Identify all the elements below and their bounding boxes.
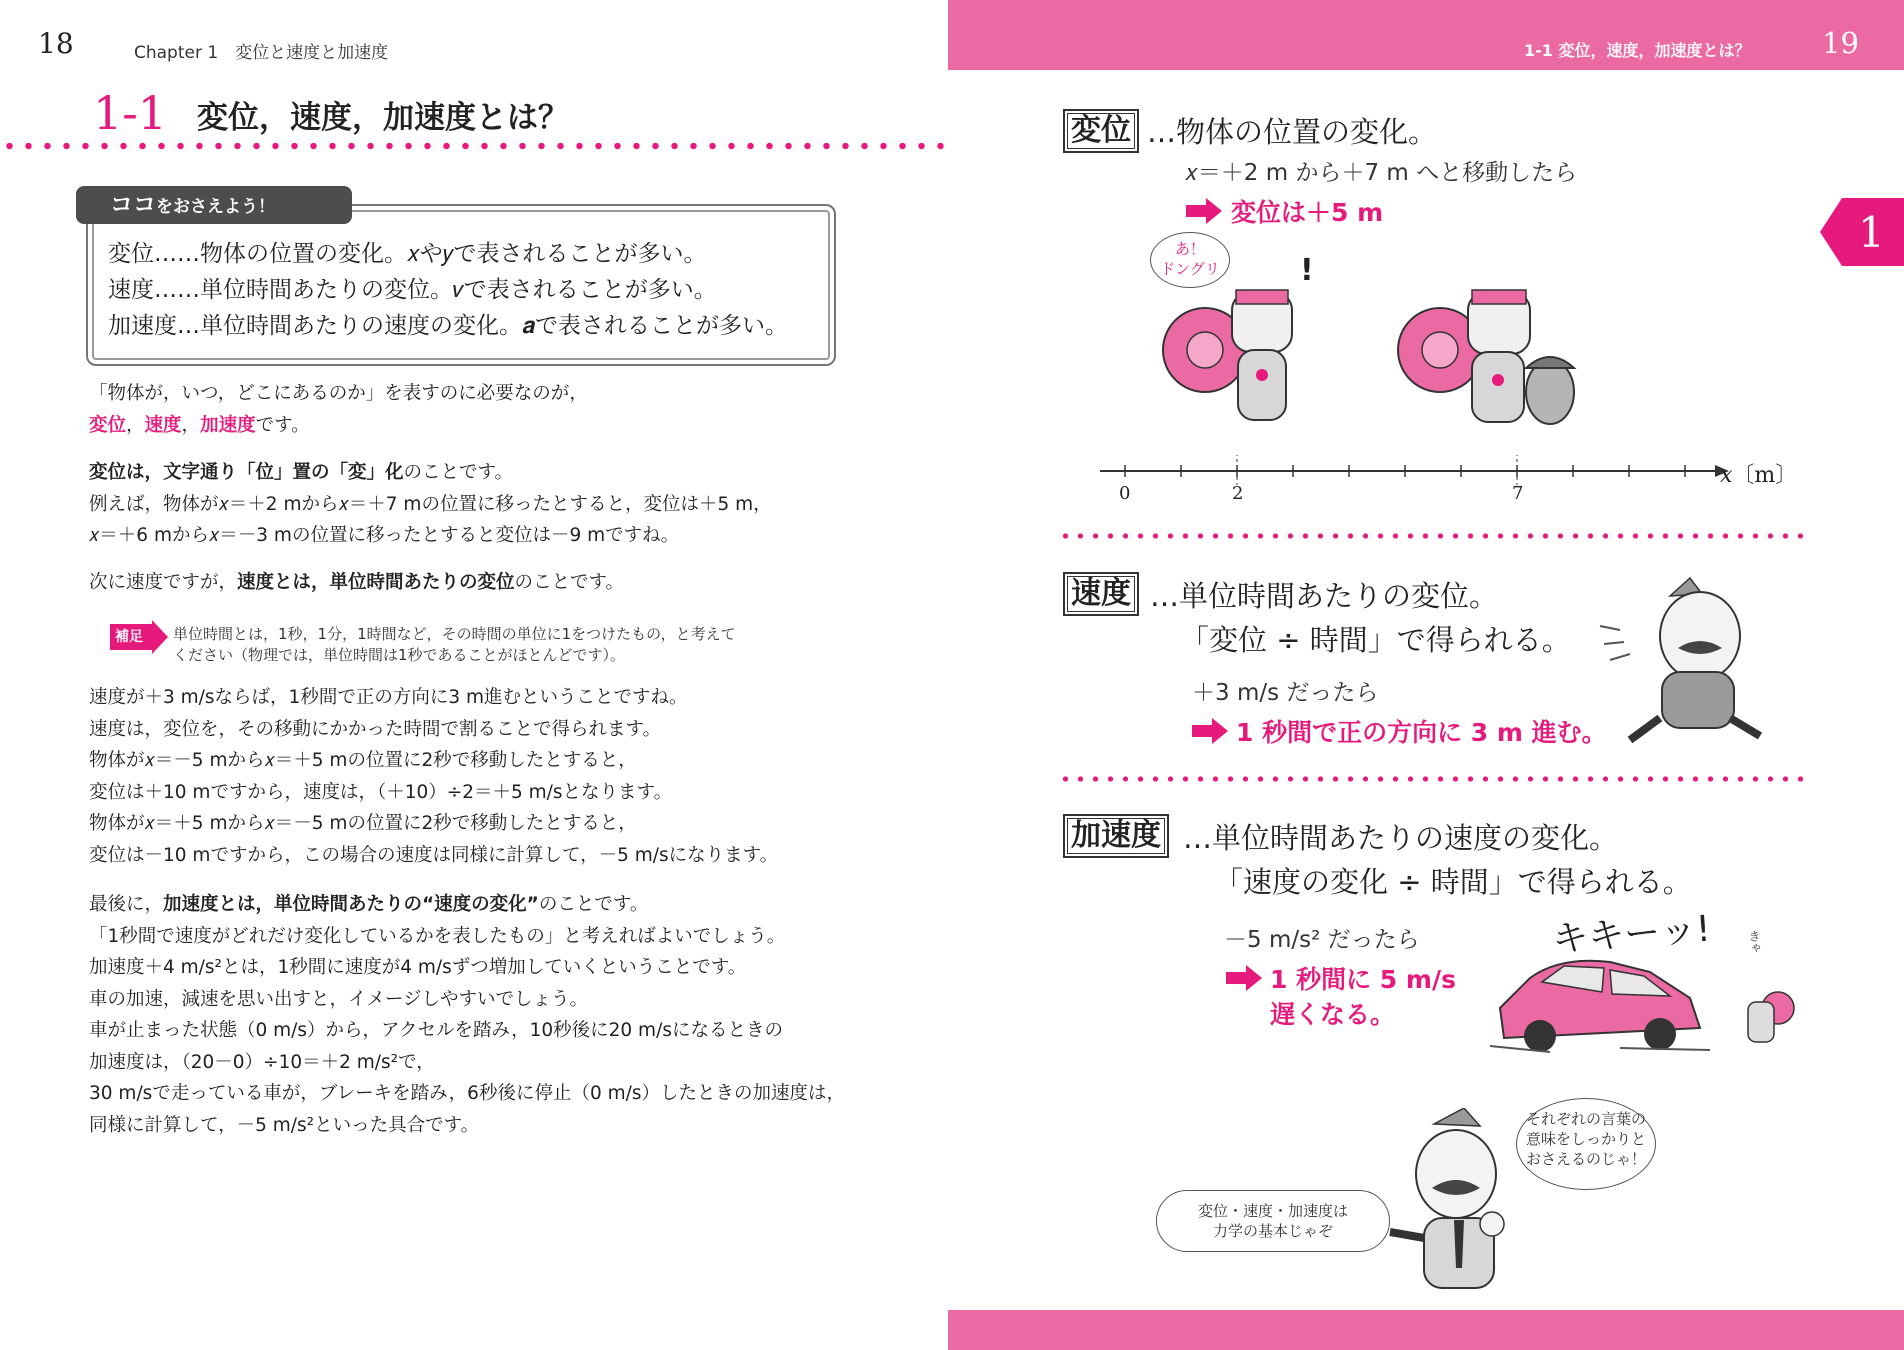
text-line: 変位は＋10 mですから，速度は，（＋10）÷2＝＋5 m/sとなります。	[89, 781, 673, 803]
squirrel-speech-bubble: あ！ ドングリ	[1150, 232, 1230, 288]
acceleration-result-arrow-icon	[1226, 965, 1262, 995]
velocity-result-arrow-icon	[1192, 718, 1228, 748]
term-displacement: 変位	[89, 414, 127, 436]
running-professor-icon	[1590, 568, 1790, 748]
key-point-displacement: 変位……物体の位置の変化。𝑥や𝑦で表されることが多い。	[108, 241, 707, 267]
text-line: 物体が𝑥＝－5 mから𝑥＝＋5 mの位置に2秒で移動したとすると，	[89, 750, 637, 771]
right-page-number: 19	[1822, 26, 1859, 60]
right-header-bar	[948, 0, 1904, 70]
key-point-acceleration: 加速度…単位時間あたりの速度の変化。𝒂で表されることが多い。	[108, 313, 789, 339]
chapter-side-tab	[1820, 198, 1904, 266]
section-divider-dots	[0, 142, 945, 150]
section-number: 1-1	[93, 86, 168, 140]
text-line: 速度は，変位を，その移動にかかった時間で割ることで得られます。	[89, 718, 662, 740]
note-line: ください（物理では，単位時間は1秒であることがほとんどです）。	[173, 646, 626, 664]
displacement-label-box: 変位	[1063, 109, 1139, 153]
acceleration-rest: のことです。	[538, 894, 649, 915]
velocity-desc-2: 「変位 ÷ 時間」で得られる。	[1180, 623, 1571, 657]
key-points-tab	[76, 186, 352, 224]
text-line: 例えば，物体が𝑥＝＋2 mから𝑥＝＋7 mの位置に移ったとすると，変位は＋5 m，	[89, 493, 772, 515]
displacement-example: 𝑥＝＋2 m から＋7 m へと移動したら	[1185, 160, 1578, 186]
professor-bubble-left: 変位・速度・加速度は 力学の基本じゃぞ	[1156, 1190, 1390, 1252]
displacement-desc: …物体の位置の変化。	[1147, 115, 1438, 149]
section-title: 変位，速度，加速度とは？	[197, 100, 569, 136]
displacement-rest: のことです。	[403, 462, 514, 483]
text-line: 同様に計算して，－5 m/s²といった具合です。	[89, 1114, 480, 1136]
text-line: 𝑥＝＋6 mから𝑥＝－3 mの位置に移ったとすると変位は－9 mですね。	[89, 525, 680, 546]
note-line: 単位時間とは，1秒，1分，1時間など，その時間の単位に1をつけたもの，と考えて	[173, 625, 736, 643]
displacement-result-arrow-icon	[1186, 198, 1222, 228]
svg-text:!: !	[1300, 253, 1314, 288]
axis-label: 𝑥〔m〕	[1720, 463, 1798, 488]
panel-divider-dots	[1058, 533, 1808, 539]
acceleration-label-box: 加速度	[1063, 814, 1169, 858]
text-line: 車の加速，減速を思い出すと，イメージしやすいでしょう。	[89, 988, 588, 1010]
braking-sound-effect: キキーッ!	[1550, 908, 1712, 961]
squirrel-right-icon	[1398, 290, 1574, 424]
text-line: 30 m/sで走っている車が，ブレーキを踏み，6秒後に停止（0 m/s）したときの加速度は，	[89, 1083, 846, 1104]
right-header-section: 1-1 変位，速度，加速度とは？	[1524, 41, 1751, 60]
key-point-velocity: 速度……単位時間あたりの変位。𝑣で表されることが多い。	[108, 277, 717, 303]
professor-bubble-right: それぞれの言葉の 意味をしっかりと おさえるのじゃ！	[1516, 1098, 1656, 1190]
displacement-result: 変位は＋5 m	[1231, 198, 1384, 227]
key-points-list	[108, 236, 788, 344]
axis-tick-7: 7	[1512, 483, 1524, 504]
acceleration-bold: 加速度とは，単位時間あたりの“速度の変化”	[163, 894, 539, 915]
axis-tick-2: 2	[1232, 483, 1244, 504]
velocity-heading-line	[89, 567, 624, 599]
chapter-tab-number: 1	[1858, 208, 1885, 257]
key-tab-rest: をおさえよう！	[156, 197, 275, 217]
acceleration-desc-1: …単位時間あたりの速度の変化。	[1183, 821, 1619, 855]
text-line: 変位は－10 mですから，この場合の速度は同様に計算して，－5 m/sになります。	[89, 844, 779, 866]
intro-line: 「物体が，いつ，どこにあるのか」を表すのに必要なのが，	[89, 383, 588, 404]
chapter-heading: Chapter 1 変位と速度と加速度	[134, 43, 389, 63]
braking-car-icon	[1490, 948, 1820, 1058]
position-number-line	[1095, 455, 1755, 505]
intro-tail: です。	[255, 414, 310, 436]
supplement-arrow-tag	[110, 620, 168, 654]
acceleration-example: －5 m/s² だったら	[1224, 927, 1420, 953]
supplement-tag-label: 補足	[115, 629, 143, 645]
intro-terms-line	[89, 410, 588, 442]
scared-squirrel-icon	[1748, 992, 1794, 1042]
squirrels-illustration	[1150, 250, 1590, 450]
acceleration-result-2: 遅くなる。	[1270, 1000, 1396, 1029]
acceleration-paragraph	[89, 889, 845, 1141]
velocity-example: ＋3 m/s だったら	[1192, 680, 1379, 706]
squirrel-left-icon	[1163, 253, 1314, 420]
axis-tick-0: 0	[1119, 483, 1131, 504]
velocity-label-box: 速度	[1063, 572, 1139, 616]
text-line: 加速度は，（20－0）÷10＝＋2 m/s²で，	[89, 1051, 435, 1073]
term-sep: ，	[181, 414, 201, 436]
acceleration-desc-2: 「速度の変化 ÷ 時間」で得られる。	[1214, 865, 1692, 899]
key-tab-main: ココ	[110, 192, 156, 218]
right-footer-bar	[948, 1310, 1904, 1350]
velocity-paragraph	[89, 682, 778, 871]
term-acceleration: 加速度	[200, 414, 256, 436]
velocity-result: 1 秒間で正の方向に 3 m 進む。	[1236, 718, 1607, 747]
text-line: 加速度＋4 m/s²とは，1秒間に速度が4 m/sずつ増加していくということです。	[89, 957, 747, 978]
term-velocity: 速度	[144, 414, 182, 436]
text-line: 物体が𝑥＝＋5 mから𝑥＝－5 mの位置に2秒で移動したとすると，	[89, 813, 637, 834]
text-line: 速度が＋3 m/sならば，1秒間で正の方向に3 m進むということですね。	[89, 687, 688, 708]
displacement-heading-line	[89, 457, 772, 489]
text-line: 「1秒間で速度がどれだけ変化しているかを表したもの」と考えればよいでしょう。	[89, 925, 786, 947]
acceleration-pre: 最後に，	[89, 894, 164, 915]
velocity-bold: 速度とは，単位時間あたりの変位	[237, 572, 515, 593]
velocity-pre: 次に速度ですが，	[89, 572, 238, 593]
velocity-rest: のことです。	[514, 572, 625, 593]
displacement-bold: 変位は，文字通り「位」置の「変」化	[89, 462, 404, 483]
squirrel-small-shout: きゃ	[1747, 930, 1761, 954]
displacement-paragraph	[89, 457, 772, 552]
supplement-note	[173, 624, 736, 666]
velocity-desc-1: …単位時間あたりの変位。	[1150, 579, 1499, 613]
term-sep: ，	[126, 414, 145, 436]
acceleration-heading-line	[89, 889, 845, 921]
text-line: 車が止まった状態（0 m/s）から，アクセルを踏み，10秒後に20 m/sになるときの	[89, 1020, 783, 1041]
acceleration-result-1: 1 秒間に 5 m/s	[1270, 965, 1456, 994]
panel-divider-dots	[1058, 776, 1808, 782]
pointing-professor-icon	[1384, 1108, 1534, 1308]
intro-paragraph	[89, 378, 588, 441]
left-page-number: 18	[38, 27, 74, 60]
